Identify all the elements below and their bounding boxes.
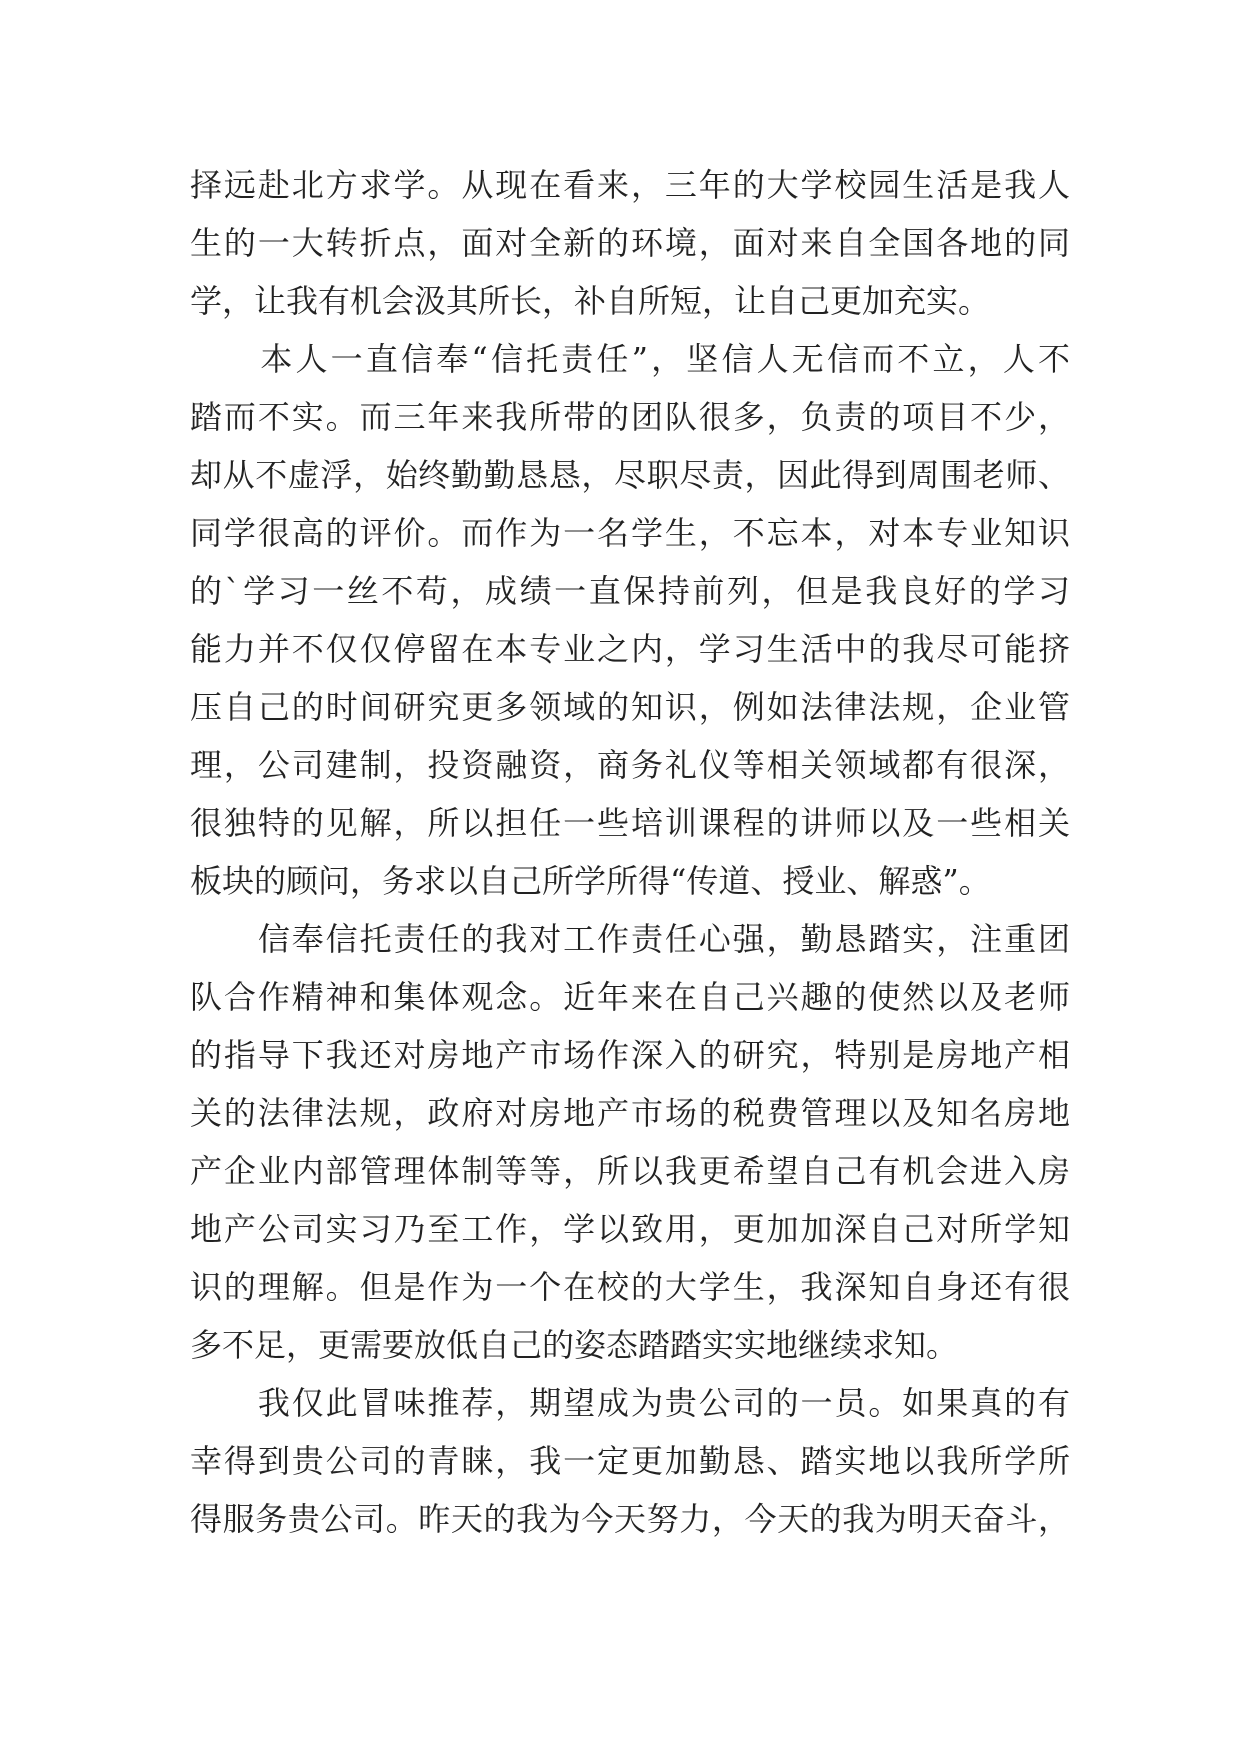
- text-line: 地产公司实习乃至工作，学以致用，更加加深自己对所学知: [190, 1210, 1070, 1248]
- text-line: 踏而不实。而三年来我所带的团队很多，负责的项目不少，: [190, 398, 1070, 436]
- text-line: 幸得到贵公司的青睐，我一定更加勤恳、踏实地以我所学所: [190, 1442, 1070, 1480]
- text-line: 生的一大转折点，面对全新的环境，面对来自全国各地的同: [190, 224, 1070, 262]
- text-line: 却从不虚浮，始终勤勤恳恳，尽职尽责，因此得到周围老师、: [190, 456, 1070, 494]
- text-line: 多不足，更需要放低自己的姿态踏踏实实地继续求知。: [190, 1326, 959, 1364]
- text-line: 我仅此冒味推荐，期望成为贵公司的一员。如果真的有: [190, 1384, 1070, 1422]
- text-line: 关的法律法规，政府对房地产市场的税费管理以及知名房地: [190, 1094, 1070, 1132]
- text-line: 的指导下我还对房地产市场作深入的研究，特别是房地产相: [190, 1036, 1070, 1074]
- text-line: 产企业内部管理体制等等，所以我更希望自己有机会进入房: [190, 1152, 1070, 1190]
- text-line: 理，公司建制，投资融资，商务礼仪等相关领域都有很深，: [190, 746, 1070, 784]
- text-line: 同学很高的评价。而作为一名学生，不忘本，对本专业知识: [190, 514, 1070, 552]
- text-line: 很独特的见解，所以担任一些培训课程的讲师以及一些相关: [190, 804, 1070, 842]
- body-text: [190, 156, 1070, 1548]
- text-line: 学，让我有机会汲其所长，补自所短，让自己更加充实。: [190, 282, 991, 320]
- text-line: 队合作精神和集体观念。近年来在自己兴趣的使然以及老师: [190, 978, 1070, 1016]
- text-line: 能力并不仅仅停留在本专业之内，学习生活中的我尽可能挤: [190, 630, 1070, 668]
- text-line: 的`学习一丝不苟，成绩一直保持前列，但是我良好的学习: [190, 572, 1070, 610]
- text-line: 板块的顾问，务求以自己所学所得“传道、授业、解惑”。: [190, 862, 991, 900]
- text-line: 择远赴北方求学。从现在看来，三年的大学校园生活是我人: [190, 166, 1070, 204]
- text-line: 得服务贵公司。昨天的我为今天努力，今天的我为明天奋斗，: [190, 1500, 1070, 1538]
- text-line: 信奉信托责任的我对工作责任心强，勤恳踏实，注重团: [190, 920, 1070, 958]
- text-line: 识的理解。但是作为一个在校的大学生，我深知自身还有很: [190, 1268, 1070, 1306]
- text-line: 压自己的时间研究更多领域的知识，例如法律法规，企业管: [190, 688, 1070, 726]
- text-line: 本人一直信奉“信托责任”，坚信人无信而不立，人不: [190, 340, 1070, 378]
